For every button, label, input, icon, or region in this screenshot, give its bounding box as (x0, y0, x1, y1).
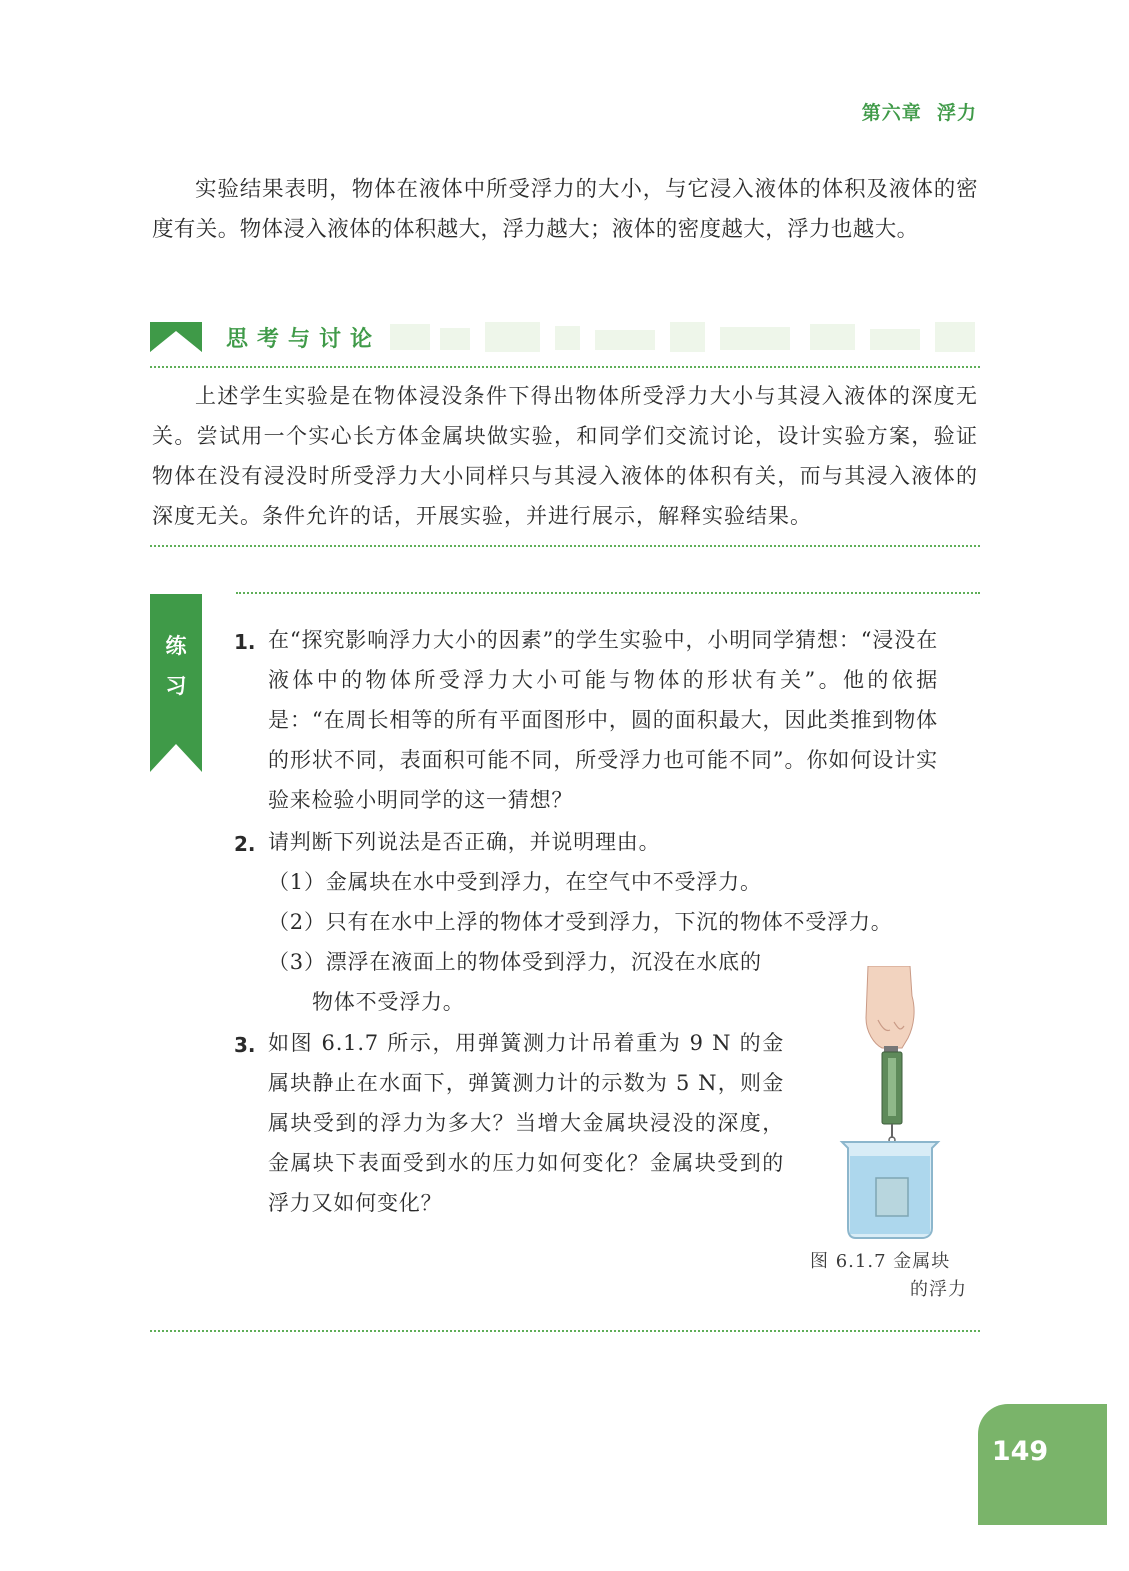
divider (236, 592, 980, 594)
question-number: 2. (234, 832, 256, 856)
page-number: 149 (991, 1436, 1049, 1467)
page-number-tab (978, 1404, 1107, 1525)
figure-caption: 图 6.1.7 金属块 的浮力 (810, 1251, 967, 1300)
divider (150, 1330, 980, 1332)
discussion-banner-icon (150, 322, 206, 352)
discussion-header (150, 322, 980, 352)
chapter-header: 第六章 浮力 (861, 102, 977, 124)
discussion-paragraph: 上述学生实验是在物体浸没条件下得出物体所受浮力大小与其浸入液体的深度无关。尝试用一个实心长方体金属块做实验，和同学们交流讨论，设计实验方案，验证物体在没有浸没时所受浮力大小同样只与其浸入液体的体积有关，而与其浸入液体的深度无关。条件允许的话，开展实验，并进行展示，解释实验结果。 (152, 384, 978, 528)
question-2-item: （2）只有在水中上浮的物体才受到浮力，下沉的物体不受浮力。 (268, 910, 893, 934)
discussion-title: 思考与讨论 (226, 327, 382, 352)
question-2-text: 请判断下列说法是否正确，并说明理由。 (268, 830, 661, 854)
divider (150, 366, 980, 368)
spring-scale-beaker-figure (838, 966, 942, 1242)
question-1-text: 在“探究影响浮力大小的因素”的学生实验中，小明同学猜想：“浸没在液体中的物体所受浮力大小可能与物体的形状有关”。他的依据是：“在周长相等的所有平面图形中，圆的面积最大，因此类推到物体的形状不同，表面积可能不同，所受浮力也可能不同”。你如何设计实验来检验小明同学的这一猜想？ (268, 628, 938, 812)
intro-paragraph: 实验结果表明，物体在液体中所受浮力的大小，与它浸入液体的体积及液体的密度有关。物体浸入液体的体积越大，浮力越大；液体的密度越大，浮力也越大。 (152, 177, 978, 242)
divider (150, 545, 980, 547)
question-2-item: （3）漂浮在液面上的物体受到浮力，沉没在水底的 (268, 950, 762, 974)
question-number: 3. (234, 1033, 256, 1057)
question-number: 1. (234, 630, 256, 654)
discussion-decoration-icon (390, 322, 980, 352)
practice-tab (150, 594, 202, 772)
question-3-text: 如图 6.1.7 所示，用弹簧测力计吊着重为 9 N 的金属块静止在水面下，弹簧测力计的示数为 5 N，则金属块受到的浮力为多大？当增大金属块浸没的深度，金属块下表面受到水的压力如何变化？金属块受到的浮力又如何变化？ (268, 1031, 784, 1215)
practice-tab-label: 练 习 (165, 634, 187, 698)
question-2-item: 物体不受浮力。 (312, 990, 465, 1014)
question-2-item: （1）金属块在水中受到浮力，在空气中不受浮力。 (268, 870, 762, 894)
